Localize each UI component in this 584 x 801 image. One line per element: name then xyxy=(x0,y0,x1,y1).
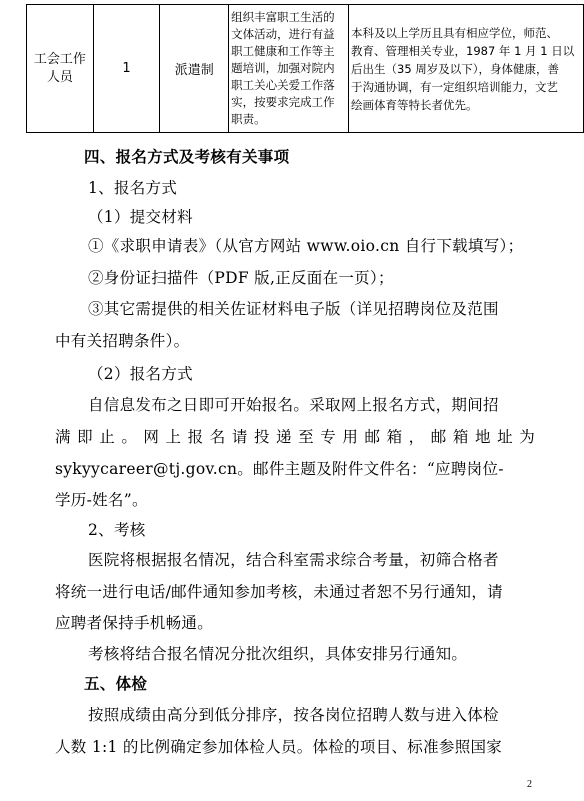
subheading-materials: （1）提交材料 xyxy=(88,208,193,226)
email-line: sykyycareer@tj.gov.cn。邮件主题及附件文件名：“应聘岗位- xyxy=(55,460,504,478)
requirements-line: 教育、管理相关专业，1987 年 1 月 1 日以 xyxy=(351,43,575,58)
page-number: 2 xyxy=(527,779,532,790)
duties-line: 职工关心关爱工作落 xyxy=(231,78,335,92)
paragraph-line: 应聘者保持手机畅通。 xyxy=(55,614,214,632)
duties-line: 职责。 xyxy=(231,112,266,126)
material-item-3: ③其它需提供的相关佐证材料电子版（详见招聘岗位及范围 xyxy=(88,300,499,318)
paragraph-line: 学历-姓名”。 xyxy=(55,491,148,509)
position-cell: 工会工作人员 xyxy=(27,5,94,133)
duties-line: 题培训，加强对院内 xyxy=(231,61,335,75)
duties-line: 职工健康和工作等主 xyxy=(231,44,335,58)
paragraph-line: 考核将结合报名情况分批次组织，具体安排另行通知。 xyxy=(88,645,468,663)
paragraph-line: 自信息发布之日即可开始报名。采取网上报名方式，期间招 xyxy=(88,396,499,414)
section-5-heading: 五、体检 xyxy=(84,675,148,693)
table-row xyxy=(27,5,584,133)
material-item-1: ①《求职申请表》（从官方网站 www.oio.cn 自行下载填写）； xyxy=(88,237,524,255)
requirements-line: 后出生（35 周岁及以下），身体健康，善 xyxy=(351,61,560,76)
duties-line: 文体活动，进行有益 xyxy=(231,27,335,41)
material-item-2: ②身份证扫描件（PDF 版,正反面在一页）； xyxy=(88,269,394,287)
count-cell: 1 xyxy=(93,5,160,133)
paragraph-line: 满即止。网上报名请投递至专用邮箱，邮箱地址为 xyxy=(55,428,535,446)
section-4-heading: 四、报名方式及考核有关事项 xyxy=(84,148,290,166)
requirements-cell xyxy=(349,5,584,133)
duties-line: 组织丰富职工生活的 xyxy=(231,10,335,24)
paragraph-line: 医院将根据报名情况，结合科室需求综合考量，初筛合格者 xyxy=(88,551,499,569)
subheading-method: （2）报名方式 xyxy=(88,365,193,383)
requirements-line: 本科及以上学历且具有相应学位，师范、 xyxy=(351,25,559,40)
requirements-line: 于沟通协调，有一定组织培训能力，文艺 xyxy=(351,79,559,94)
paragraph-line: 将统一进行电话/邮件通知参加考核，未通过者恕不另行通知，请 xyxy=(55,583,503,601)
type-cell: 派遣制 xyxy=(160,5,229,133)
subheading-registration: 1、报名方式 xyxy=(88,179,178,197)
requirements-line: 绘画体育等特长者优先。 xyxy=(351,97,478,112)
paragraph-line: 按照成绩由高分到低分排序，按各岗位招聘人数与进入体检 xyxy=(88,706,499,724)
paragraph-line: 人数 1:1 的比例确定参加体检人员。体检的项目、标准参照国家 xyxy=(55,738,503,756)
material-item-3-cont: 中有关招聘条件）。 xyxy=(55,332,190,350)
recruitment-table xyxy=(26,4,584,133)
duties-line: 实，按要求完成工作 xyxy=(231,95,335,109)
subheading-assessment: 2、考核 xyxy=(88,521,146,539)
duties-cell xyxy=(229,5,349,133)
